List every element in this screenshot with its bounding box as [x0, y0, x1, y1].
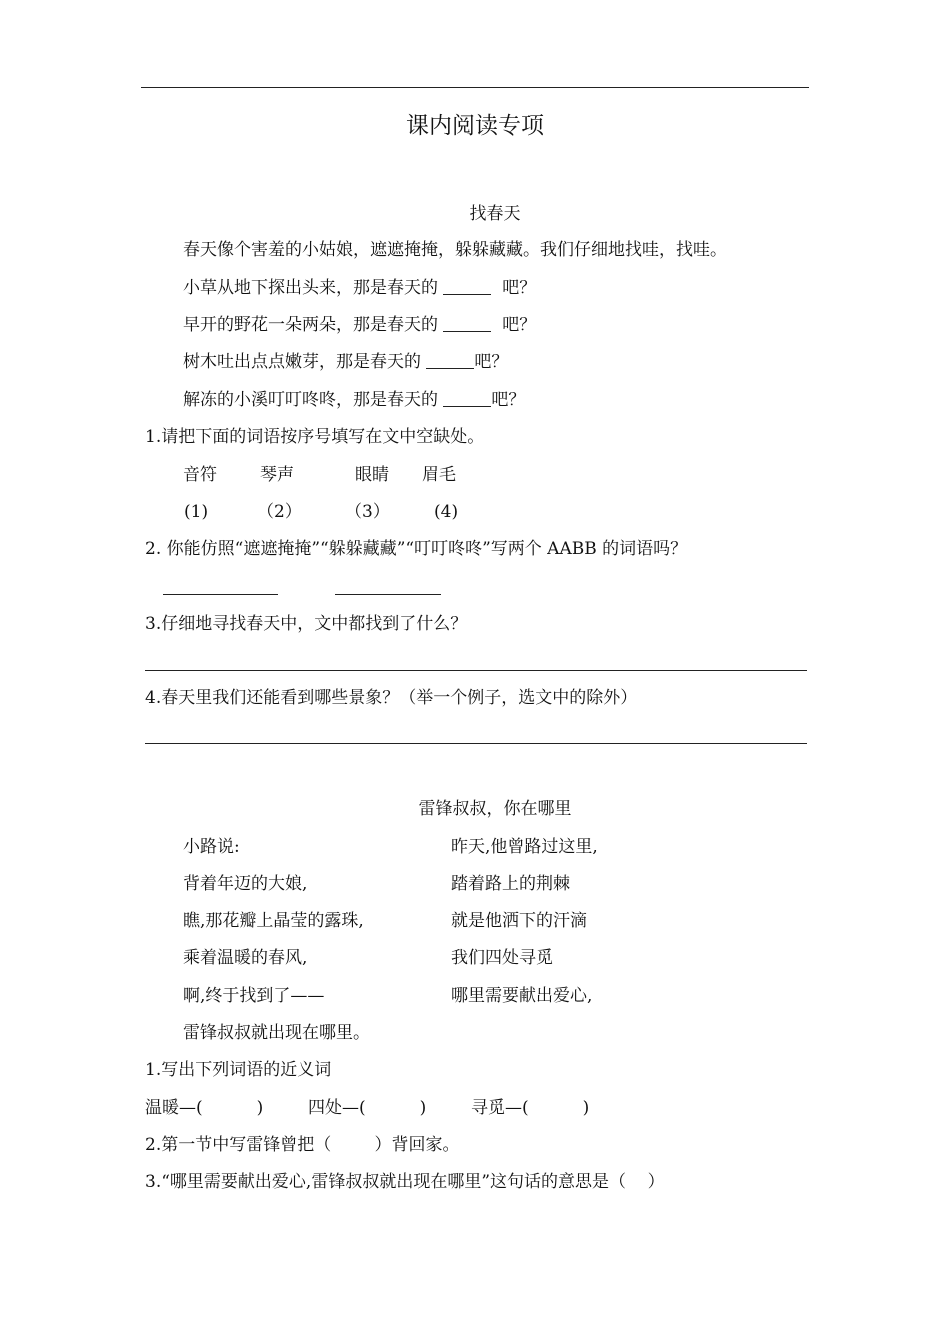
- number-2: （2）: [257, 502, 302, 522]
- passage2-question-3: 3.“哪里需要献出爱心,雷锋叔叔就出现在哪里”这句话的意思是（ ）: [145, 1172, 665, 1192]
- poem-left-line: 小路说:: [183, 837, 240, 857]
- poem-right-line: 踏着路上的荆棘: [451, 874, 570, 894]
- word-2: 琴声: [260, 465, 294, 485]
- passage2-question-1: 1.写出下列词语的近义词: [145, 1060, 332, 1080]
- answer-line[interactable]: [163, 594, 278, 595]
- synonym-item[interactable]: 温暖—( ): [145, 1098, 264, 1118]
- word-3: 眼睛: [355, 465, 389, 485]
- answer-line[interactable]: [145, 670, 807, 671]
- passage2-heading: 雷锋叔叔，你在哪里: [418, 799, 572, 819]
- answer-line[interactable]: [335, 594, 441, 595]
- top-divider: [141, 87, 809, 88]
- poem-right-line: 昨天,他曾路过这里,: [451, 837, 598, 857]
- synonym-item[interactable]: 寻觅—( ): [471, 1098, 590, 1118]
- fill-blank[interactable]: [443, 390, 491, 407]
- answer-line[interactable]: [145, 743, 807, 744]
- poem-left-line: 啊,终于找到了——: [183, 986, 325, 1006]
- number-3: （3）: [345, 502, 390, 522]
- poem-right-line: 哪里需要献出爱心,: [451, 986, 593, 1006]
- question-3: 3.仔细地寻找春天中，文中都找到了什么？: [145, 614, 468, 634]
- passage1-line-4: 树木吐出点点嫩芽，那是春天的 吧？: [183, 352, 509, 372]
- poem-left-line: 瞧,那花瓣上晶莹的露珠,: [183, 911, 364, 931]
- word-1: 音符: [183, 465, 217, 485]
- question-4: 4.春天里我们还能看到哪些景象？（举一个例子，选文中的除外）: [145, 688, 638, 708]
- passage1-line-2: 小草从地下探出头来，那是春天的 吧？: [183, 278, 537, 298]
- poem-right-line: 就是他洒下的汗滴: [451, 911, 587, 931]
- page-title: 课内阅读专项: [406, 113, 544, 139]
- passage2-question-2: 2.第一节中写雷锋曾把（ ）背回家。: [145, 1135, 460, 1155]
- fill-blank[interactable]: [443, 315, 491, 332]
- synonym-item[interactable]: 四处—( ): [308, 1098, 427, 1118]
- passage1-heading: 找春天: [469, 204, 521, 224]
- fill-blank[interactable]: [443, 278, 491, 295]
- poem-left-line: 乘着温暖的春风,: [183, 948, 308, 968]
- question-2: 2. 你能仿照“遮遮掩掩”“躲躲藏藏”“叮叮咚咚”写两个 AABB 的词语吗？: [145, 539, 688, 559]
- passage1-line-5: 解冻的小溪叮叮咚咚，那是春天的 吧？: [183, 390, 526, 410]
- poem-left-line: 背着年迈的大娘,: [183, 874, 308, 894]
- passage1-line-1: 春天像个害羞的小姑娘，遮遮掩掩，躲躲藏藏。我们仔细地找哇，找哇。: [183, 240, 727, 260]
- passage1-line-3: 早开的野花一朵两朵，那是春天的 吧？: [183, 315, 537, 335]
- number-4: (4): [434, 502, 459, 522]
- fill-blank[interactable]: [426, 352, 474, 369]
- number-1: (1): [184, 502, 209, 522]
- poem-right-line: 我们四处寻觅: [451, 948, 553, 968]
- word-4: 眉毛: [422, 465, 456, 485]
- question-1: 1.请把下面的词语按序号填写在文中空缺处。: [145, 427, 485, 447]
- poem-left-line: 雷锋叔叔就出现在哪里。: [183, 1023, 370, 1043]
